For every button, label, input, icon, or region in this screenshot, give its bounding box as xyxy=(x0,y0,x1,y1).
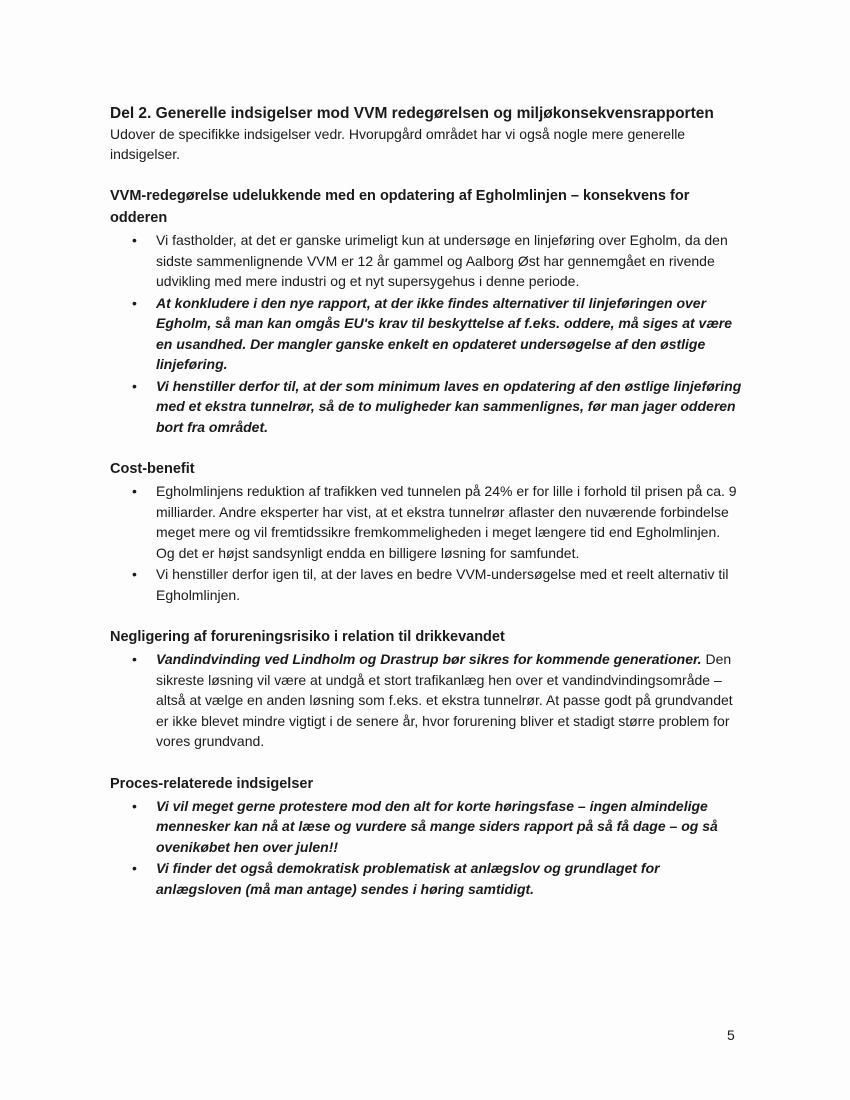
section-cost-benefit xyxy=(110,458,742,605)
section-title: VVM-redegørelse udelukkende med en opdatering af Egholmlinjen – konsekvens for odderen xyxy=(110,188,690,226)
bullet-icon: • xyxy=(132,483,137,499)
bullet-list xyxy=(110,796,742,900)
bullet-icon: • xyxy=(132,294,137,311)
section-vvm-egholmlinjen xyxy=(110,185,742,437)
bullet-icon: • xyxy=(132,377,137,394)
bullet-icon: • xyxy=(132,797,137,814)
bullet-icon: • xyxy=(132,651,137,667)
bullet-icon: • xyxy=(132,860,137,876)
section-proces xyxy=(110,773,742,900)
list-item xyxy=(110,858,742,899)
part-title: Del 2. Generelle indsigelser mod VVM redegørelsen og miljøkonsekvensrapporten xyxy=(110,105,714,122)
bullet-list xyxy=(110,649,742,752)
section-title: Cost-benefit xyxy=(110,461,195,477)
section-title: Proces-relaterede indsigelser xyxy=(110,775,314,792)
bullet-icon: • xyxy=(132,566,137,582)
item-emphasis: At konkludere i den nye rapport, at der ikke findes alternativer til linjeføringen over Egholm, så man kan omgås EU's krav til beskyttelse af f.eks. oddere, må siges at være en usandhed. Der mangler ganske enkelt en opdateret undersøgelse af den østlige linjeføring. xyxy=(156,294,733,372)
item-text: Vi henstiller derfor igen til, at der laves en bedre VVM-undersøgelse med et reelt alternativ til Egholmlinjen. xyxy=(156,566,729,603)
item-emphasis: Vandindvinding ved Lindholm og Drastrup bør sikres for kommende generationer. xyxy=(156,651,702,667)
item-text: Den sikreste løsning vil være at undgå et stort trafikanlæg hen over et vandindvindingsområde – altså at vælge en anden løsning som f.eks. et ekstra tunnelrør. At passe godt på grundvandet er ikke blevet mindre vigtigt i de senere år, hvor forurening bliver et stadigt større problem for vores grundvand. xyxy=(156,651,733,749)
item-emphasis: Vi vil meget gerne protestere mod den alt for korte høringsfase – ingen almindelige mennesker kan nå at læse og vurdere så mange siders rapport på så få dage – og så ovenikøbet hen over julen!! xyxy=(156,797,718,855)
list-item xyxy=(110,230,742,292)
intro-paragraph: Udover de specifikke indsigelser vedr. Hvorupgård området har vi også nogle mere generelle indsigelser. xyxy=(110,126,686,162)
bullet-list xyxy=(110,481,742,605)
item-emphasis: Vi finder det også demokratisk problematisk at anlægslov og grundlaget for anlægsloven (må man antage) sendes i høring samtidigt. xyxy=(156,860,660,897)
list-item xyxy=(110,481,742,563)
item-text: Egholmlinjens reduktion af trafikken ved tunnelen på 24% er for lille i forhold til prisen på ca. 9 milliarder. Andre eksperter har vist, at et ekstra tunnelrør aflaster den nuværende forbindelse meget mere og vil fremtidssikre fremkommeligheden i meget længere tid end Egholmlinjen. Og det er højst sandsynligt endda en billigere løsning for samfundet. xyxy=(156,483,737,561)
section-drikkevand xyxy=(110,626,742,752)
item-text: Vi fastholder, at det er ganske urimeligt kun at undersøge en linjeføring over Egholm, da den sidste sammenlignende VVM er 12 år gammel og Aalborg Øst har gennemgået en rivende udvikling med mere industri og et nyt supersygehus i denne periode. xyxy=(156,232,728,289)
bullet-list xyxy=(110,230,742,437)
page-number: 5 xyxy=(727,1027,735,1043)
list-item xyxy=(110,649,742,752)
list-item xyxy=(110,376,742,438)
bullet-icon: • xyxy=(132,232,137,248)
item-emphasis: Vi henstiller derfor til, at der som minimum laves en opdatering af den østlige linjeføring med et ekstra tunnelrør, så de to muligheder kan sammenlignes, før man jager odderen bort fra området. xyxy=(156,377,742,435)
document-body xyxy=(110,104,742,900)
list-item xyxy=(110,564,742,605)
list-item xyxy=(110,293,742,375)
section-title: Negligering af forureningsrisiko i relation til drikkevandet xyxy=(110,629,505,645)
list-item xyxy=(110,796,742,858)
